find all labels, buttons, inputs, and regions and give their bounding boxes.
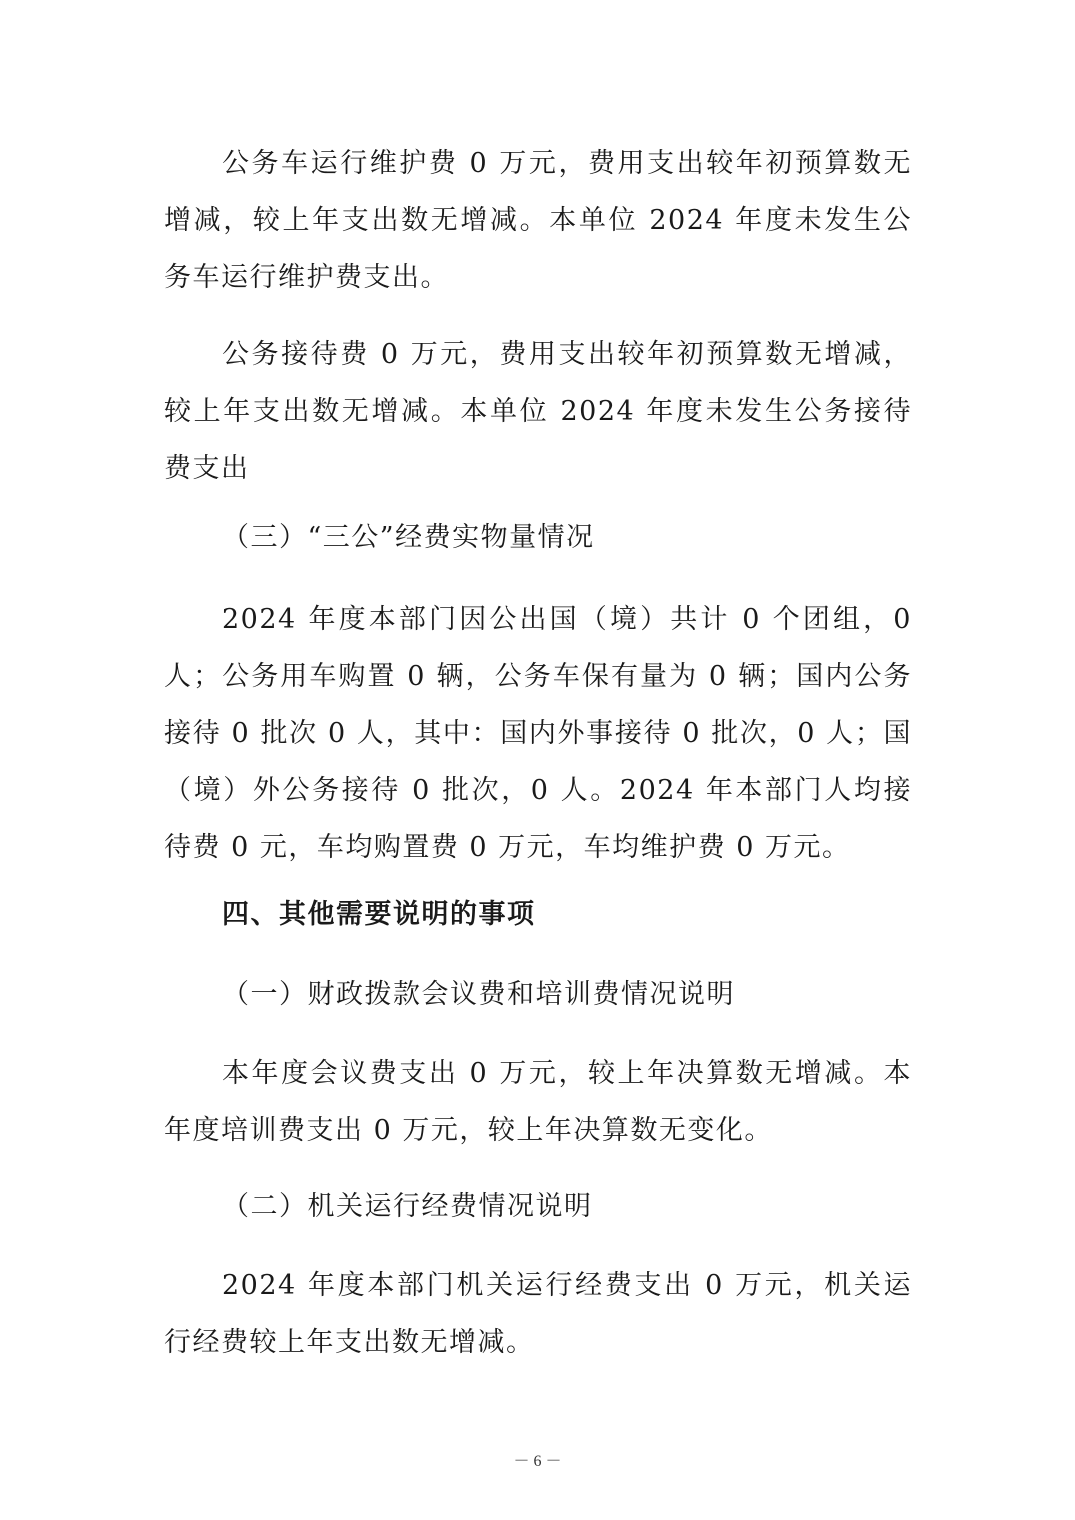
page-number: － 6 － (513, 1453, 562, 1470)
paragraph-operating-expenses: 2024 年度本部门机关运行经费支出 0 万元，机关运行经费较上年支出数无增减。 (164, 1270, 912, 1358)
paragraph-physical-quantity: 2024 年度本部门因公出国（境）共计 0 个团组，0 人；公务用车购置 0 辆，公务车保有量为 0 辆；国内公务接待 0 批次 0 人，其中：国内外事接待 0 批次，0 人；国（境）外公务接待 0 批次，0 人。2024 年本部门人均接待费 0 元，车均购置费 0 万元，车均维护费 0 万元。 (164, 604, 912, 863)
paragraph-vehicle-maintenance: 公务车运行维护费 0 万元，费用支出较年初预算数无增减，较上年支出数无增减。本单位 2024 年度未发生公务车运行维护费支出。 (164, 148, 912, 293)
heading-subsection-2: （二）机关运行经费情况说明 (222, 1191, 593, 1222)
heading-section-3: （三）“三公”经费实物量情况 (222, 522, 595, 553)
paragraph-reception: 公务接待费 0 万元，费用支出较年初预算数无增减，较上年支出数无增减。本单位 2024 年度未发生公务接待费支出 (164, 339, 912, 484)
heading-subsection-1: （一）财政拨款会议费和培训费情况说明 (222, 979, 735, 1010)
heading-section-4: 四、其他需要说明的事项 (222, 899, 536, 930)
paragraph-meeting-training: 本年度会议费支出 0 万元，较上年决算数无增减。本年度培训费支出 0 万元，较上年决算数无变化。 (164, 1058, 912, 1146)
